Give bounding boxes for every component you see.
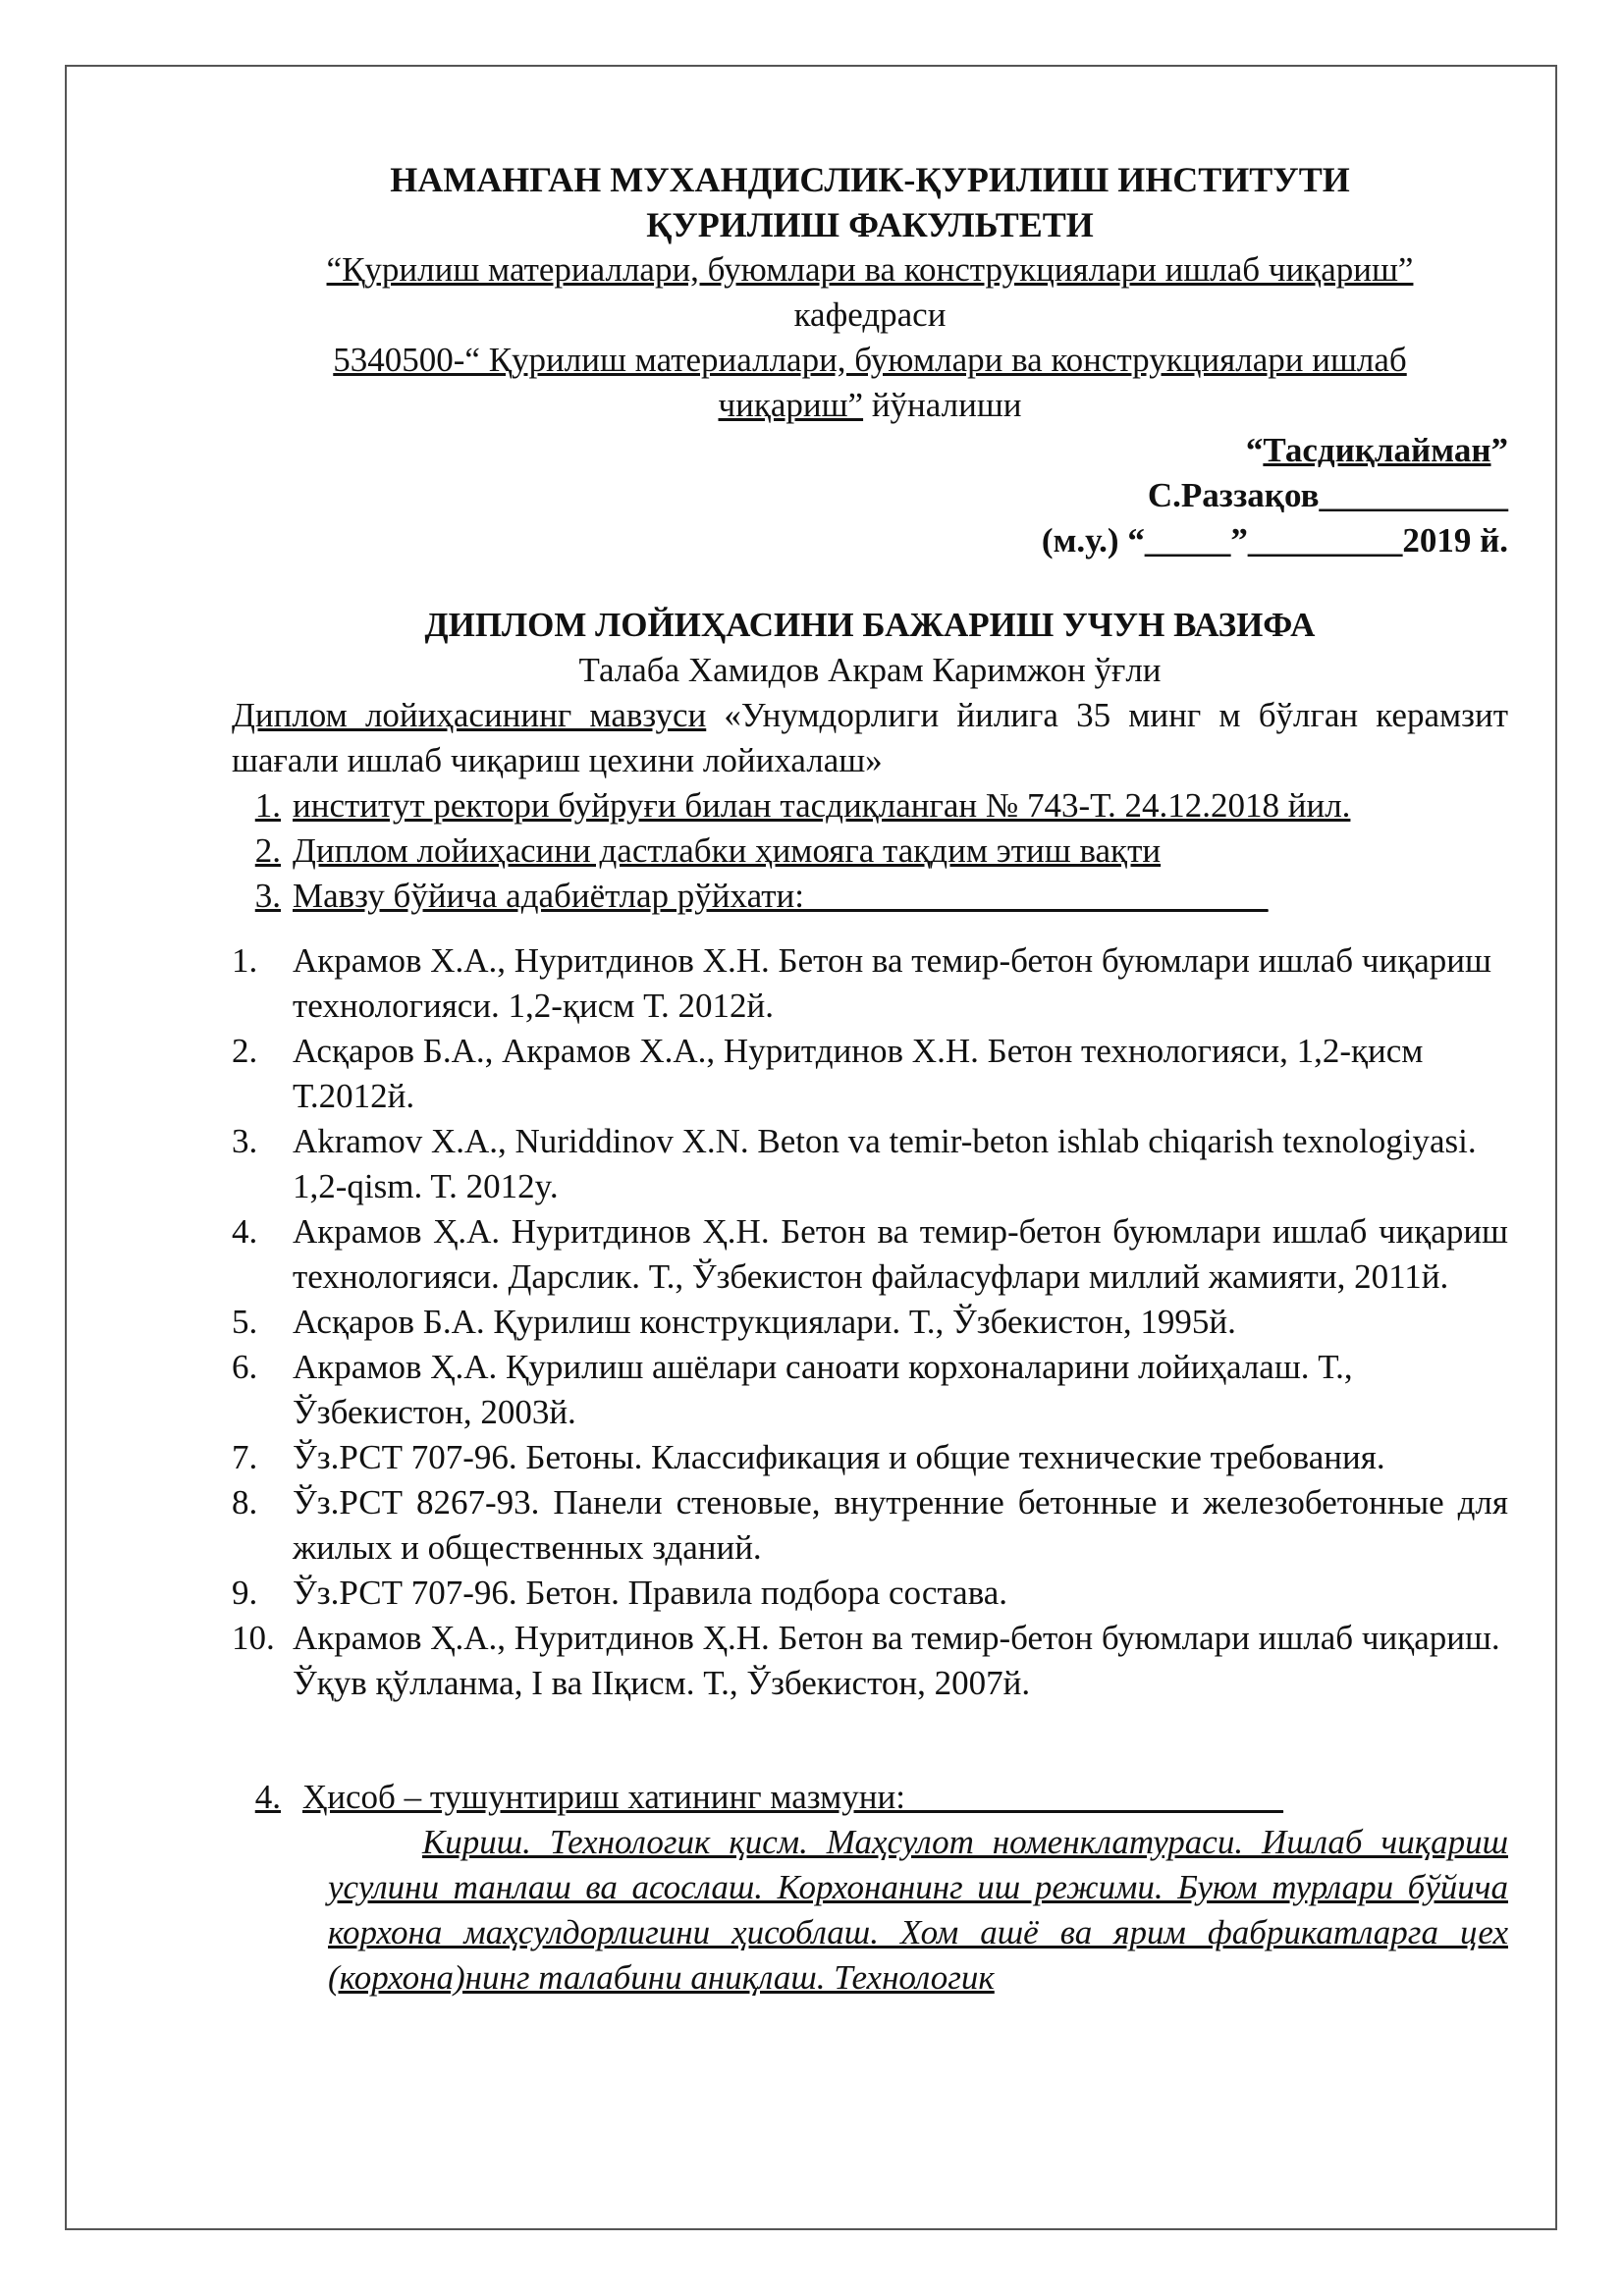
requirement-number: 1. (254, 786, 281, 825)
literature-item (232, 1119, 1508, 1209)
literature-text: Ўз.РСТ 707-96. Бетон. Правила подбора состава. (293, 1574, 1008, 1612)
requirement-text: институт ректори буйруғи билан тасдиқланган № 743-Т. 24.12.2018 йил. (293, 786, 1351, 825)
document-title: ДИПЛОМ ЛОЙИҲАСИНИ БАЖАРИШ УЧУН ВАЗИФА (424, 606, 1316, 644)
section-4-heading (232, 1775, 1508, 1820)
approval-date: (м.у.) “_____”_________2019 й. (1041, 521, 1508, 560)
faculty-name: ҚУРИЛИШ ФАКУЛЬТЕТИ (646, 205, 1094, 244)
section-4-body: Кириш. Технологик қисм. Маҳсулот номенклатураси. Ишлаб чиқариш усулини танлаш ва асослаш. Корхонанинг иш режими. Буюм турлари бўйича корхона маҳсулдорлигини ҳисоблаш. Хом ашё ва ярим фабрикатларга цех (корхона)нинг талабини аниқлаш. Технологик (328, 1823, 1508, 1997)
literature-text: Ўз.РСТ 707-96. Бетоны. Классификация и общие технические требования. (293, 1438, 1385, 1476)
department-title: “Қурилиш материаллари, буюмлари ва конструкциялари ишлаб чиқариш” (326, 250, 1414, 289)
requirement-number: 2. (254, 831, 281, 870)
approval-word: Тасдиқлайман (1263, 431, 1491, 469)
requirement-number: 3. (254, 877, 281, 915)
topic-text: «Унумдорлиги йилига 35 минг м бўлган керамзит шағали ишлаб чиқариш цехини лойихалаш» (232, 696, 1508, 779)
literature-item (232, 1480, 1508, 1571)
department-name (232, 247, 1508, 293)
literature-number: 10. (232, 1619, 275, 1657)
literature-text: Акрамов Ҳ.А. Қурилиш ашёлари саноати корхоналарини лойиҳалаш. Т., Ўзбекистон, 2003й. (293, 1348, 1353, 1431)
approval-open-quote: “ (1245, 431, 1264, 469)
institute-name: НАМАНГАН МУХАНДИСЛИК-ҚУРИЛИШ ИНСТИТУТИ (390, 160, 1350, 199)
direction-code: 5340500-“ Қурилиш материаллари, буюмлари ва конструкциялари ишлаб (333, 341, 1407, 379)
section-4-label: Ҳисоб – тушунтириш хатининг мазмуни:______________________ (302, 1778, 1283, 1816)
literature-item (232, 1345, 1508, 1435)
requirement-item (232, 828, 1508, 874)
department-word: кафедраси (793, 295, 947, 334)
literature-item (232, 938, 1508, 1029)
literature-number: 1. (232, 941, 258, 980)
direction-word: йўналиши (863, 386, 1022, 424)
requirement-text: Мавзу бўйича адабиётлар рўйхати:___________________________ (293, 877, 1269, 915)
topic-label: Диплом лойиҳасининг мавзуси (232, 696, 707, 734)
literature-text: Akramov X.A., Nuriddinov X.N. Beton va temir-beton ishlab chiqarish texnologiyasi. 1,2-qism. T. 2012y. (293, 1122, 1477, 1205)
requirement-item (232, 783, 1508, 828)
section-4-number: 4. (254, 1778, 281, 1816)
literature-number: 3. (232, 1122, 258, 1160)
literature-number: 9. (232, 1574, 258, 1612)
requirement-item (232, 874, 1508, 919)
literature-item (232, 1300, 1508, 1345)
requirements-list (232, 783, 1508, 919)
literature-item (232, 1435, 1508, 1480)
requirement-text: Диплом лойиҳасини дастлабки ҳимояга тақдим этиш вақти (293, 831, 1162, 870)
direction-end: чиқариш” (718, 386, 864, 424)
approval-heading (232, 428, 1508, 473)
approval-close-quote: ” (1490, 431, 1508, 469)
literature-item (232, 1571, 1508, 1616)
direction (232, 338, 1508, 428)
literature-number: 8. (232, 1483, 258, 1522)
literature-number: 6. (232, 1348, 258, 1386)
literature-list (232, 938, 1508, 1706)
student-name: Талаба Хамидов Акрам Каримжон ўғли (578, 651, 1162, 689)
approver-name: С.Раззақов___________ (1147, 476, 1508, 514)
diploma-topic (232, 693, 1508, 783)
literature-text: Акрамов Ҳ.А., Нуритдинов Ҳ.Н. Бетон ва темир-бетон буюмлари ишлаб чиқариш. Ўқув қўлланма, I ва IIқисм. Т., Ўзбекистон, 2007й. (293, 1619, 1500, 1702)
document-body (232, 147, 1508, 2001)
literature-item (232, 1029, 1508, 1119)
section-4 (232, 1775, 1508, 2001)
literature-text: Акрамов Ҳ.А. Нуритдинов Ҳ.Н. Бетон ва темир-бетон буюмлари ишлаб чиқариш технологияси. Дарслик. Т., Ўзбекистон файласуфлари миллий жамияти, 2011й. (293, 1212, 1508, 1296)
literature-number: 7. (232, 1438, 258, 1476)
literature-item (232, 1209, 1508, 1300)
literature-number: 5. (232, 1303, 258, 1341)
literature-number: 2. (232, 1032, 258, 1070)
literature-text: Асқаров Б.А., Акрамов Х.А., Нуритдинов Х.Н. Бетон технологияси, 1,2-қисм Т.2012й. (293, 1032, 1424, 1115)
literature-number: 4. (232, 1212, 258, 1251)
literature-item (232, 1616, 1508, 1706)
literature-text: Акрамов Х.А., Нуритдинов Х.Н. Бетон ва темир-бетон буюмлари ишлаб чиқариш технологияси. 1,2-қисм Т. 2012й. (293, 941, 1491, 1025)
literature-text: Ўз.РСТ 8267-93. Панели стеновые, внутренние бетонные и железобетонные для жилых и общественных зданий. (293, 1483, 1508, 1567)
literature-text: Асқаров Б.А. Қурилиш конструкциялари. Т., Ўзбекистон, 1995й. (293, 1303, 1236, 1341)
